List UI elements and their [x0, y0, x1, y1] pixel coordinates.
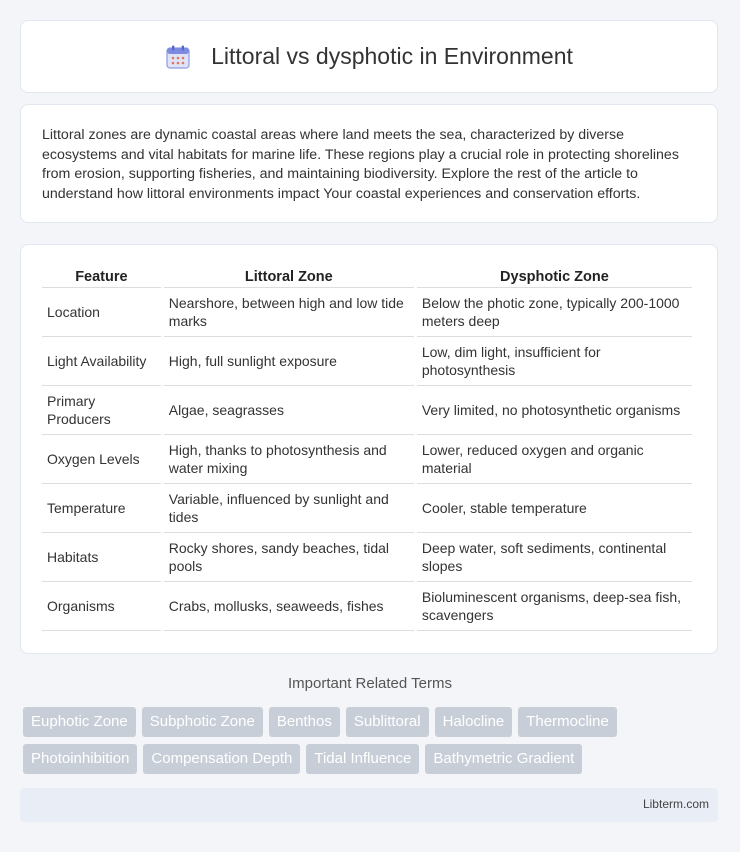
feature-cell: Primary Producers [42, 386, 161, 435]
related-term-tag[interactable]: Euphotic Zone [23, 707, 136, 737]
feature-cell: Oxygen Levels [42, 435, 161, 484]
dysphotic-cell: Very limited, no photosynthetic organisms [417, 386, 692, 435]
related-term-tag[interactable]: Tidal Influence [306, 744, 419, 774]
related-terms-title: Important Related Terms [288, 675, 452, 692]
table-row [42, 533, 692, 582]
table-row [42, 337, 692, 386]
feature-cell: Organisms [42, 582, 161, 631]
feature-cell: Temperature [42, 484, 161, 533]
feature-cell: Light Availability [42, 337, 161, 386]
title-card [20, 20, 718, 93]
dysphotic-cell: Cooler, stable temperature [417, 484, 692, 533]
header-feature: Feature [42, 265, 161, 288]
footer-site-link[interactable]: Libterm.com [642, 797, 709, 811]
calendar-icon [165, 44, 191, 70]
related-term-tag[interactable]: Halocline [435, 707, 513, 737]
related-term-tag[interactable]: Sublittoral [346, 707, 429, 737]
related-term-tag[interactable]: Thermocline [518, 707, 617, 737]
littoral-cell: Crabs, mollusks, seaweeds, fishes [164, 582, 414, 631]
intro-card [20, 104, 718, 223]
dysphotic-cell: Bioluminescent organisms, deep-sea fish, scavengers [417, 582, 692, 631]
feature-cell: Location [42, 288, 161, 337]
littoral-cell: Algae, seagrasses [164, 386, 414, 435]
dysphotic-cell: Low, dim light, insufficient for photosynthesis [417, 337, 692, 386]
page-title: Littoral vs dysphotic in Environment [211, 43, 573, 69]
related-terms-list [23, 707, 723, 774]
table-row [42, 582, 692, 631]
dysphotic-cell: Below the photic zone, typically 200-1000 meters deep [417, 288, 692, 337]
table-row [42, 435, 692, 484]
dysphotic-cell: Lower, reduced oxygen and organic material [417, 435, 692, 484]
littoral-cell: Nearshore, between high and low tide marks [164, 288, 414, 337]
table-row [42, 484, 692, 533]
related-term-tag[interactable]: Benthos [269, 707, 340, 737]
header-dysphotic: Dysphotic Zone [417, 265, 692, 288]
dysphotic-cell: Deep water, soft sediments, continental slopes [417, 533, 692, 582]
table-row [42, 386, 692, 435]
table-row [42, 288, 692, 337]
related-term-tag[interactable]: Subphotic Zone [142, 707, 263, 737]
littoral-cell: Variable, influenced by sunlight and tides [164, 484, 414, 533]
header-littoral: Littoral Zone [164, 265, 414, 288]
comparison-table [39, 265, 695, 631]
feature-cell: Habitats [42, 533, 161, 582]
comparison-card [20, 244, 718, 654]
table-header-row [42, 265, 692, 288]
related-term-tag[interactable]: Bathymetric Gradient [425, 744, 582, 774]
littoral-cell: High, thanks to photosynthesis and water mixing [164, 435, 414, 484]
related-term-tag[interactable]: Photoinhibition [23, 744, 137, 774]
intro-text: Littoral zones are dynamic coastal areas where land meets the sea, characterized by diverse ecosystems and vital habitats for marine life. These regions play a crucial role in protecting shorelines from erosion, supporting fisheries, and maintaining biodiversity. Explore the rest of the article to understand how littoral environments impact Your coastal experiences and conservation efforts. [42, 127, 679, 202]
littoral-cell: Rocky shores, sandy beaches, tidal pools [164, 533, 414, 582]
littoral-cell: High, full sunlight exposure [164, 337, 414, 386]
related-term-tag[interactable]: Compensation Depth [143, 744, 300, 774]
footer [20, 788, 718, 822]
